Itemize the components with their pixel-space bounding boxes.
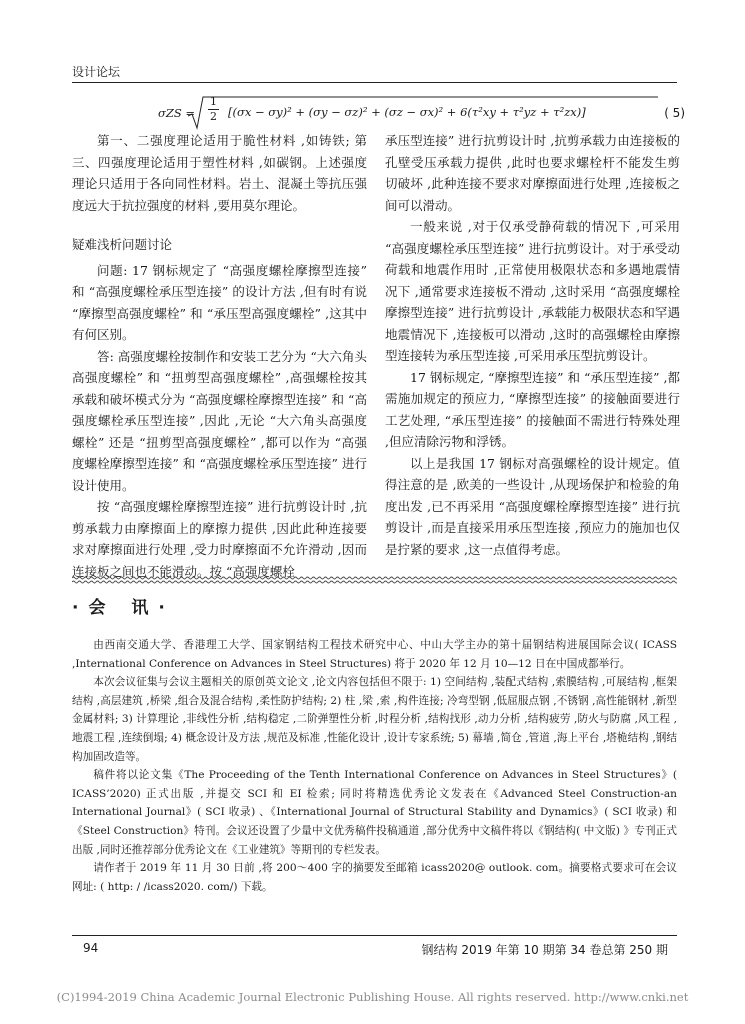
formula-body: [(σx − σy)² + (σy − σz)² + (σz − σx)² + 6(τ²xy + τ²yz + τ²zx)]: [228, 105, 586, 119]
formula-fraction: [208, 95, 219, 124]
news-title: ·会 讯·: [72, 598, 175, 618]
footer-divider: [72, 935, 677, 936]
paragraph: 承压型连接” 进行抗剪设计时 ,抗剪承载力由连接板的孔壁受压承载力提供 ,此时也要求螺栓杆不能发生剪切破坏 ,此种连接不要求对摩擦面进行处理 ,连接板之间可以滑动。: [385, 133, 680, 213]
news-paragraph: 本次会议征集与会议主题相关的原创英文论文 ,论文内容包括但不限于: 1) 空间结构 ,装配式结构 ,索膜结构 ,可展结构 ,框架结构 ,高层建筑 ,桥梁 ,组合及混合结构 ,柔性防护结构; 2) 柱 ,梁 ,索 ,构件连接; 冷弯型钢 ,低屈服点钢 ,不锈钢 ,高性能钢材 ,新型金属材料; 3) 计算理论 ,非线性分析 ,结构稳定 ,二阶弹塑性分析 ,时程分析 ,结构找形 ,动力分析 ,结构疲劳 ,防火与防腐 ,风工程 ,地震工程 ,连续倒塌; 4) 概念设计及方法 ,规范及标准 ,性能化设计 ,设计专家系统; 5) 幕墙 ,简仓 ,管道 ,海上平台 ,塔桅结构 ,钢结构加固改造等。: [72, 676, 677, 763]
equation-number: ( 5): [664, 106, 685, 120]
paragraph: 答: 高强度螺栓按制作和安装工艺分为 “大六角头高强度螺栓” 和 “扭剪型高强度螺栓” ,高强螺栓按其承载和破坏模式分为 “高强度螺栓摩擦型连接” 和 “高强度螺栓承压型连接” ,因此 ,无论 “大六角头高强度螺栓” 还是 “扭剪型高强度螺栓” ,都可以作为 “高强度螺栓摩擦型连接” 和 “高强度螺栓承压型连接” 进行设计使用。: [72, 348, 367, 493]
formula-5: [150, 93, 685, 131]
section-heading: 疑难浅析问题讨论: [72, 237, 173, 252]
copyright-notice: (C)1994-2019 China Academic Journal Electronic Publishing House. All rights reserved. http://www.cnki.net: [56, 990, 689, 1004]
formula-lhs: σZS =: [158, 106, 196, 120]
left-column: [72, 130, 367, 582]
paragraph: 17 钢标规定, “摩擦型连接” 和 “承压型连接” ,都需施加规定的预应力, “摩擦型连接” 的接触面要进行工艺处理, “承压型连接” 的接触面不需进行特殊处理 ,但应清除污物和浮锈。: [385, 369, 680, 449]
journal-info: 钢结构 2019 年第 10 期第 34 卷总第 250 期: [421, 943, 668, 957]
header-divider: [72, 82, 677, 83]
page-number: 94: [83, 941, 99, 955]
news-paragraph: 由西南交通大学、香港理工大学、国家钢结构工程技术研究中心、中山大学主办的第十届钢结构进展国际会议( ICASS ,International Conference on Advances in Steel Structures) 将于 2020 年 12 月 10—12 日在中国成都举行。: [72, 639, 677, 670]
paragraph: 以上是我国 17 钢标对高强螺栓的设计规定。值得注意的是 ,欧美的一些设计 ,从现场保护和检验的角度出发 ,已不再采用 “高强度螺栓摩擦型连接” 进行抗剪设计 ,而是直接采用承压型连接 ,预应力的施加也仅是拧紧的要求 ,这一点值得考虑。: [385, 455, 680, 557]
paragraph: 问题: 17 钢标规定了 “高强度螺栓摩擦型连接” 和 “高强度螺栓承压型连接” 的设计方法 ,但有时有说 “摩擦型高强度螺栓” 和 “承压型高强度螺栓” ,这其中有何区别。: [72, 262, 367, 342]
paragraph: 第一、二强度理论适用于脆性材料 ,如铸铁; 第三、四强度理论适用于塑性材料 ,如碳钢。上述强度理论只适用于各向同性材料。岩土、混凝土等抗压强度远大于抗拉强度的材料 ,要用莫尔理论。: [72, 133, 367, 213]
section-title: 设计论坛: [72, 65, 121, 79]
news-body: [72, 636, 677, 896]
news-paragraph: 稿件将以论文集《The Proceeding of the Tenth International Conference on Advances in Steel Structures》( ICASS’2020) 正式出版 ,并提交 SCI 和 EI 检索; 同时将精选优秀论文发表在《Advanced Steel Construction-an International Journal》( SCI 收录) 、《International Journal of Structural Stability and Dynamics》( SCI 收录) 和《Steel Construction》特刊。会议还设置了少量中文优秀稿件投稿通道 ,部分优秀中文稿件将以《钢结构( 中文版) 》专刊正式出版 ,同时还推荐部分优秀论文在《工业建筑》等期刊的专栏发表。: [72, 769, 677, 856]
right-column: [385, 130, 680, 560]
fraction-numerator: 1: [210, 95, 217, 108]
paragraph: 按 “高强度螺栓摩擦型连接” 进行抗剪设计时 ,抗剪承载力由摩擦面上的摩擦力提供 ,因此此种连接要求对摩擦面进行处理 ,受力时摩擦面不允许滑动 ,因而连接板之间也不能滑动。按 “高强度螺栓: [72, 499, 367, 579]
fraction-denominator: 2: [210, 110, 217, 123]
paragraph: 一般来说 ,对于仅承受静荷载的情况下 ,可采用 “高强度螺栓承压型连接” 进行抗剪设计。对于承受动荷载和地震作用时 ,正常使用极限状态和多遇地震情况下 ,通常要求连接板不滑动 ,这时采用 “高强度螺栓摩擦型连接” 进行抗剪设计 ,承载能力极限状态和罕遇地震情况下 ,连接板可以滑动 ,这时的高强螺栓由摩擦型连接转为承压型连接 ,可采用承压型抗剪设计。: [385, 219, 680, 363]
wavy-divider: [72, 573, 677, 587]
news-paragraph: 请作者于 2019 年 11 月 30 日前 ,将 200～400 字的摘要发至邮箱 icass2020@ outlook. com。摘要格式要求可在会议网址: ( http: / /icass2020. com/) 下载。: [72, 862, 677, 893]
